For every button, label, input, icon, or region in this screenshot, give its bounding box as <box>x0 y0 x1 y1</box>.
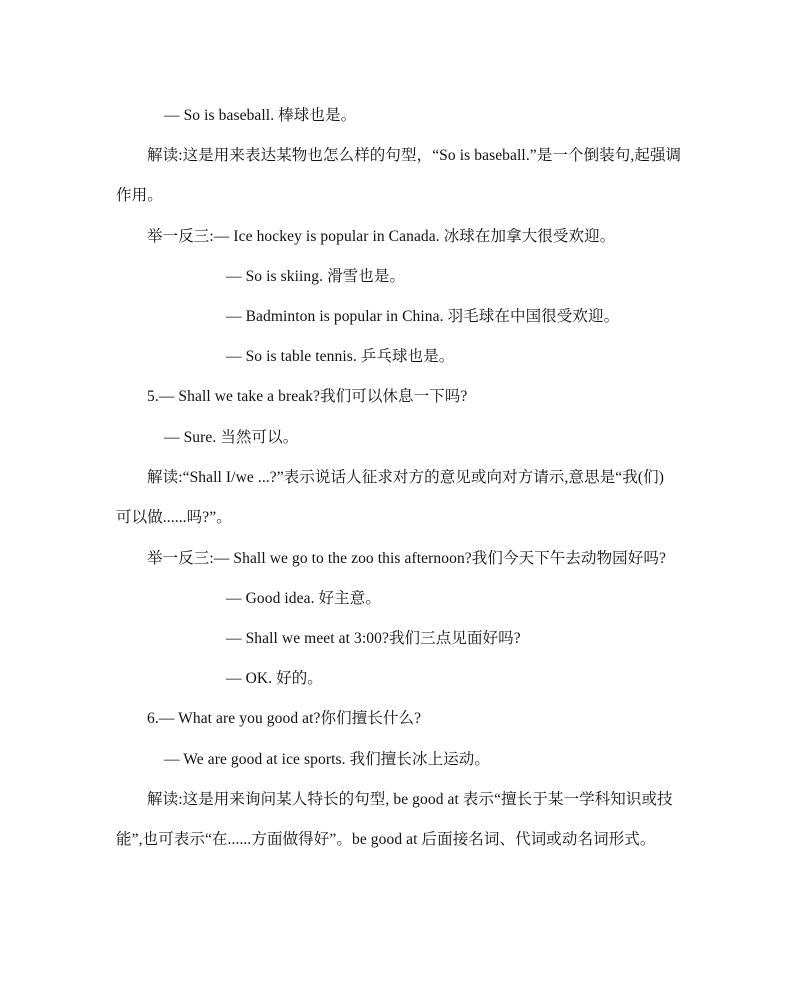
line-11: 可以做......吗?”。 <box>116 509 232 526</box>
line-5: — So is skiing. 滑雪也是。 <box>226 268 406 285</box>
line-7: — So is table tennis. 乒乓球也是。 <box>226 348 455 365</box>
line-18: 解读:这是用来询问某人特长的句型, be good at 表示“擅长于某一学科知识或技 <box>147 791 673 808</box>
line-8: 5.— Shall we take a break?我们可以休息一下吗? <box>147 388 468 405</box>
line-9: — Sure. 当然可以。 <box>164 429 299 446</box>
line-3: 作用。 <box>116 187 163 204</box>
line-10: 解读:“Shall I/we ...?”表示说话人征求对方的意见或向对方请示,意思是“我(们) <box>147 469 665 486</box>
line-12: 举一反三:— Shall we go to the zoo this afternoon?我们今天下午去动物园好吗? <box>147 550 666 567</box>
line-4: 举一反三:— Ice hockey is popular in Canada. 冰球在加拿大很受欢迎。 <box>147 228 616 245</box>
line-14: — Shall we meet at 3:00?我们三点见面好吗? <box>226 630 521 647</box>
line-13: — Good idea. 好主意。 <box>226 590 381 607</box>
line-17: — We are good at ice sports. 我们擅长冰上运动。 <box>164 751 490 768</box>
line-16: 6.— What are you good at?你们擅长什么? <box>147 710 422 727</box>
line-6: — Badminton is popular in China. 羽毛球在中国很受欢迎。 <box>226 308 620 325</box>
line-19: 能”,也可表示“在......方面做得好”。be good at 后面接名词、代词或动名词形式。 <box>116 831 656 848</box>
line-1: — So is baseball. 棒球也是。 <box>164 107 357 124</box>
line-2: 解读:这是用来表达某物也怎么样的句型，“So is baseball.”是一个倒装句,起强调 <box>147 147 682 164</box>
line-15: — OK. 好的。 <box>226 670 323 687</box>
